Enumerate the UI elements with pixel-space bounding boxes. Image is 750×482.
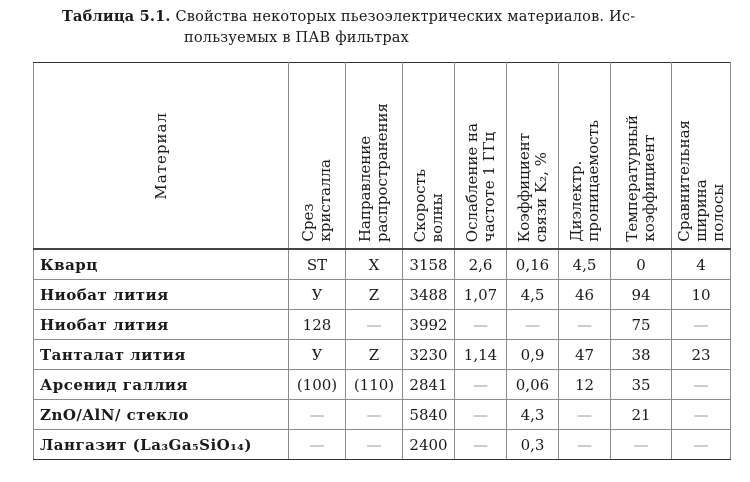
header-label: Направление распространения	[356, 102, 391, 242]
table-row	[34, 370, 731, 400]
cell-material: Арсенид галлия	[34, 370, 289, 400]
header-cut	[289, 63, 346, 250]
cell-velocity: 3488	[403, 280, 455, 310]
cell-material: Ниобат лития	[34, 280, 289, 310]
cell-direction: Z	[346, 280, 403, 310]
table-row	[34, 340, 731, 370]
cell-temp-coef: 21	[611, 400, 672, 430]
cell-direction: —	[346, 400, 403, 430]
cell-permittivity: 47	[559, 340, 611, 370]
caption-text-line1: Свойства некоторых пьезоэлектрических материалов. Ис-	[170, 9, 636, 25]
table-row	[34, 400, 731, 430]
header-velocity	[403, 63, 455, 250]
table-row	[34, 280, 731, 310]
cell-velocity: 3230	[403, 340, 455, 370]
cell-coupling: —	[507, 310, 559, 340]
cell-cut: 128	[289, 310, 346, 340]
header-label: Скорость волны	[410, 168, 446, 242]
table-row	[34, 310, 731, 340]
cell-temp-coef: —	[611, 430, 672, 460]
cell-direction: —	[346, 310, 403, 340]
cell-material: Лангазит (La₃Ga₅SiO₁₄)	[34, 430, 289, 460]
cell-coupling: 0,3	[507, 430, 559, 460]
table-row	[34, 249, 731, 280]
cell-temp-coef: 94	[611, 280, 672, 310]
cell-coupling: 0,9	[507, 340, 559, 370]
cell-material: Кварц	[34, 249, 289, 280]
cell-attenuation: 1,07	[455, 280, 507, 310]
cell-permittivity: 12	[559, 370, 611, 400]
cell-direction: (110)	[346, 370, 403, 400]
header-label: Срез кристалла	[299, 159, 334, 242]
cell-direction: —	[346, 430, 403, 460]
header-direction	[346, 63, 403, 250]
cell-permittivity: —	[559, 430, 611, 460]
table-caption	[62, 6, 732, 49]
header-coupling	[507, 63, 559, 250]
header-label: Материал	[151, 111, 170, 200]
cell-bandwidth: —	[672, 400, 731, 430]
cell-attenuation: —	[455, 400, 507, 430]
cell-attenuation: 2,6	[455, 249, 507, 280]
header-attenuation	[455, 63, 507, 250]
cell-permittivity: 46	[559, 280, 611, 310]
cell-velocity: 3158	[403, 249, 455, 280]
properties-table	[33, 62, 731, 460]
header-label: Сравнительная ширина полосы	[674, 120, 727, 242]
cell-temp-coef: 0	[611, 249, 672, 280]
cell-bandwidth: —	[672, 430, 731, 460]
cell-material: Танталат лития	[34, 340, 289, 370]
caption-text-line2: пользуемых в ПАВ фильтрах	[184, 30, 410, 46]
cell-velocity: 3992	[403, 310, 455, 340]
header-row	[34, 63, 731, 250]
cell-bandwidth: 10	[672, 280, 731, 310]
cell-cut: ST	[289, 249, 346, 280]
cell-cut: (100)	[289, 370, 346, 400]
cell-attenuation: —	[455, 370, 507, 400]
header-label: Ослабление на частоте 1 ГГц	[462, 122, 498, 242]
cell-temp-coef: 75	[611, 310, 672, 340]
cell-material: Ниобат лития	[34, 310, 289, 340]
cell-bandwidth: —	[672, 310, 731, 340]
cell-velocity: 2841	[403, 370, 455, 400]
header-label: Коэффициент связи K₂, %	[514, 132, 550, 242]
cell-permittivity: —	[559, 310, 611, 340]
cell-direction: X	[346, 249, 403, 280]
cell-attenuation: —	[455, 430, 507, 460]
cell-bandwidth: 4	[672, 249, 731, 280]
header-label: Диэлектр. проницаемость	[566, 120, 602, 242]
cell-coupling: 4,3	[507, 400, 559, 430]
cell-coupling: 0,16	[507, 249, 559, 280]
cell-direction: Z	[346, 340, 403, 370]
cell-bandwidth: —	[672, 370, 731, 400]
cell-cut: —	[289, 430, 346, 460]
cell-velocity: 2400	[403, 430, 455, 460]
header-material	[34, 63, 289, 250]
header-bandwidth	[672, 63, 731, 250]
cell-material: ZnO/AlN/ стекло	[34, 400, 289, 430]
cell-bandwidth: 23	[672, 340, 731, 370]
header-permittivity	[559, 63, 611, 250]
table-row	[34, 430, 731, 460]
cell-attenuation: 1,14	[455, 340, 507, 370]
cell-cut: У	[289, 280, 346, 310]
cell-permittivity: —	[559, 400, 611, 430]
cell-temp-coef: 35	[611, 370, 672, 400]
cell-cut: —	[289, 400, 346, 430]
cell-permittivity: 4,5	[559, 249, 611, 280]
cell-velocity: 5840	[403, 400, 455, 430]
header-label: Температурный коэффициент	[623, 115, 658, 242]
caption-label: Таблица 5.1.	[62, 8, 171, 25]
cell-coupling: 4,5	[507, 280, 559, 310]
cell-coupling: 0,06	[507, 370, 559, 400]
cell-cut: У	[289, 340, 346, 370]
cell-attenuation: —	[455, 310, 507, 340]
header-temp-coef	[611, 63, 672, 250]
cell-temp-coef: 38	[611, 340, 672, 370]
